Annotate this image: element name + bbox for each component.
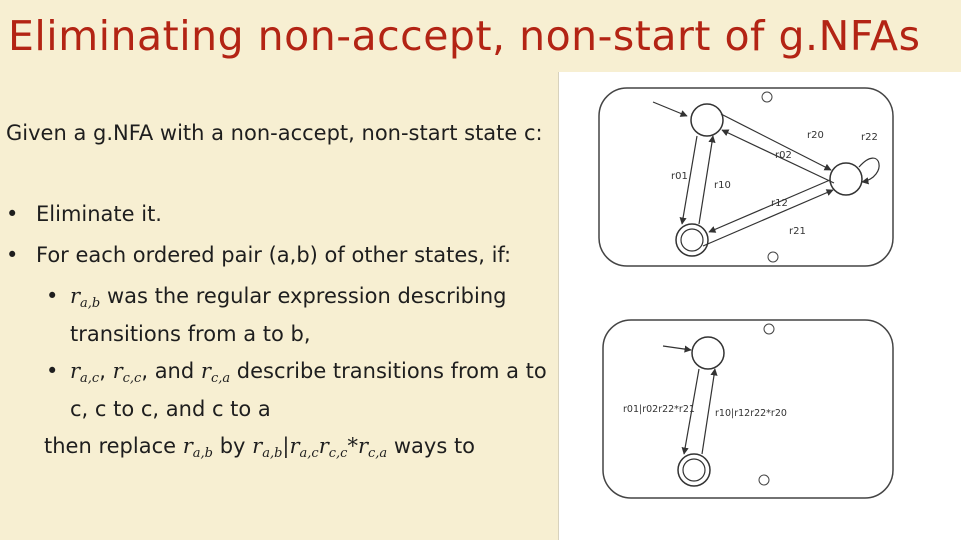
top-small-circle-bottom	[768, 252, 778, 262]
top-small-circle	[762, 92, 772, 102]
sub2-and: and	[154, 359, 195, 383]
label-r02: r02	[775, 150, 792, 161]
slide-body	[6, 118, 554, 461]
bullet-eliminate: • Eliminate it.	[6, 199, 554, 230]
math-r-ac: $r_{a,c}$	[70, 359, 100, 386]
bottom-state-0	[692, 337, 724, 369]
label-r22: r22	[861, 132, 878, 143]
label-r12: r12	[771, 198, 788, 209]
sub2-text: describe transitions from a to c, c to c, and c to a	[70, 359, 547, 421]
label-bottom-right: r10|r12r22*r20	[715, 408, 787, 419]
figure-panel	[558, 72, 961, 540]
label-r20: r20	[807, 130, 824, 141]
label-r01: r01	[671, 171, 688, 182]
bottom-small-circle	[764, 324, 774, 334]
label-r21: r21	[789, 226, 806, 237]
then-replace-line: then replace $r_{a,b}$ by $r_{a,b}|r_{a,c}r_{c,c}*r_{c,a}$ ways to	[44, 434, 476, 461]
bottom-small-circle-bottom	[759, 475, 769, 485]
gnfa-diagram	[559, 72, 961, 540]
sub-bullet-rab	[6, 281, 554, 350]
state-0	[691, 104, 723, 136]
math-r-ca: $r_{c,a}$	[200, 359, 231, 386]
math-r-cc: $r_{c,c}$	[112, 359, 142, 386]
math-r-ab: $r_{a,b}$	[70, 284, 101, 311]
bullet-ordered-pair: • For each ordered pair (a,b) of other states, if:	[6, 240, 554, 271]
state-2	[830, 163, 862, 195]
bottom-gnfa-diagram	[603, 320, 893, 498]
label-bottom-left: r01|r02r22*r21	[623, 404, 695, 415]
sub-bullet-rac: • $r_{a,c}$, $r_{c,c}$, and $r_{c,a}$ describe transitions from a to c, c to c, and c to a	[6, 356, 554, 425]
sub1-text: was the regular expression describing transitions from a to b,	[70, 284, 507, 346]
intro-text: Given a g.NFA with a non-accept, non-start state c:	[6, 121, 543, 145]
top-gnfa-diagram	[599, 88, 893, 266]
slide-title: Eliminating non-accept, non-start of g.NFAs	[8, 12, 921, 60]
label-r10: r10	[714, 180, 731, 191]
